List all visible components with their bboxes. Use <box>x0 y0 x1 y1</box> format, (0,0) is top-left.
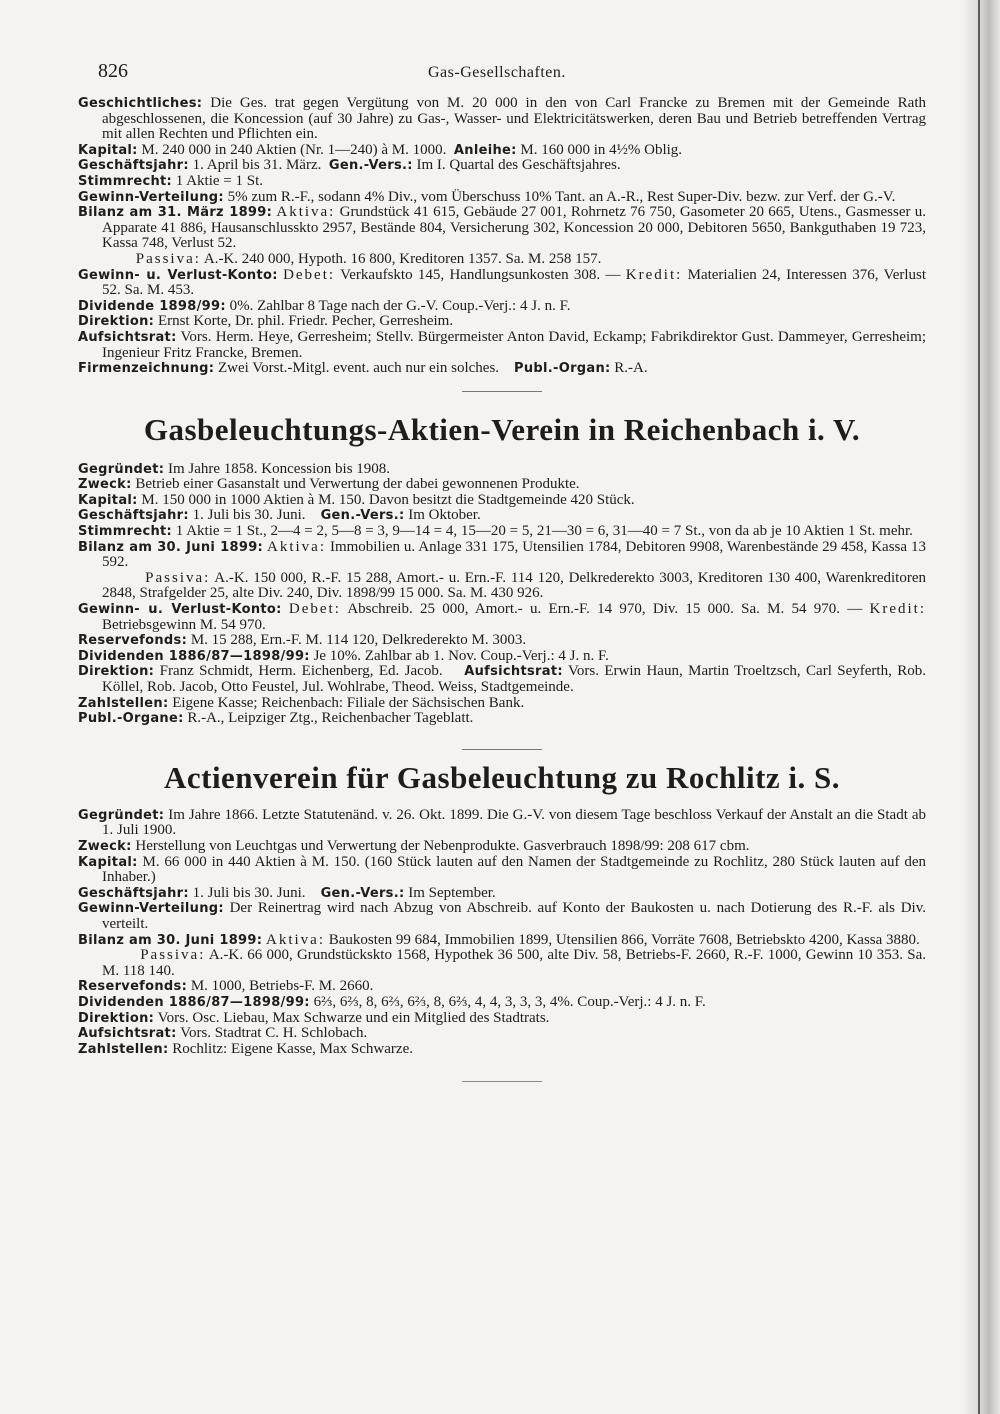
label-bilanz: Bilanz am 31. März 1899: <box>78 205 273 221</box>
section-divider <box>462 749 542 750</box>
label-gewinn-verteilung: Gewinn-Verteilung: <box>78 189 224 205</box>
end-divider <box>462 1081 542 1082</box>
text-passiva: A.-K. 66 000, Grundstückskto 1568, Hypothek 36 500, alte Div. 58, Betriebs-F. 2660, R.-F. 1000, Gewinn 10 353. Sa. M. 118 140. <box>102 947 926 979</box>
label-genvers: Gen.-Vers.: <box>328 158 413 174</box>
label-debet: Debet: <box>283 266 336 283</box>
text-anleihe: M. 160 000 in 4½% Oblig. <box>520 141 683 158</box>
label-bilanz: Bilanz am 30. Juni 1899: <box>78 539 264 555</box>
entry-geschaeftsjahr <box>78 158 926 174</box>
text-debet: Verkaufskto 145, Handlungsunkosten 308. — <box>340 266 621 283</box>
entry-stimmrecht <box>78 174 926 190</box>
text-kapital: M. 150 000 in 1000 Aktien à M. 150. Davon besitzt die Stadtgemeinde 420 Stück. <box>141 491 635 508</box>
label-kapital: Kapital: <box>78 854 138 870</box>
text-passiva: A.-K. 240 000, Hypoth. 16 800, Kreditoren 1357. Sa. M. 258 157. <box>203 250 602 267</box>
company-title-rochlitz: Actienverein für Gasbeleuchtung zu Rochlitz i. S. <box>163 759 841 795</box>
entry-gewinn-verteilung <box>78 901 926 932</box>
label-zweck: Zweck: <box>78 838 132 854</box>
entry-direktion <box>78 664 926 695</box>
label-geschaeftsjahr: Geschäftsjahr: <box>78 885 189 901</box>
label-aufsichtsrat: Aufsichtsrat: <box>464 664 563 680</box>
text-gegruendet: Im Jahre 1858. Koncession bis 1908. <box>168 460 391 477</box>
entry-bilanz <box>78 205 926 267</box>
label-aktiva: Aktiva: <box>276 204 336 221</box>
label-genvers: Gen.-Vers.: <box>320 885 405 901</box>
label-gewinn-verlust-konto: Gewinn- u. Verlust-Konto: <box>78 267 278 283</box>
entry-gewinn-verteilung <box>78 190 926 206</box>
label-zahlstellen: Zahlstellen: <box>78 695 169 711</box>
text-firmenzeichnung: Zwei Vorst.-Mitgl. event. auch nur ein solches. <box>217 360 500 377</box>
label-publ-organ: Publ.-Organ: <box>514 361 611 377</box>
text-zweck: Betrieb einer Gasanstalt und Verwertung der dabei gewonnenen Produkte. <box>135 476 580 493</box>
entry-geschichtliches <box>78 96 926 143</box>
text-genvers: Im Oktober. <box>408 507 481 524</box>
entry-kapital <box>78 855 926 886</box>
text-aufsichtsrat: Vors. Herm. Heye, Gerresheim; Stellv. Bürgermeister Anton David, Eckamp; Fabrikdirektor Gust. Dammeyer, Gerresheim; Ingenieur Fritz Francke, Bremen. <box>102 328 926 361</box>
page-fold-shadow <box>962 0 1000 1414</box>
entry-zahlstellen <box>78 1042 926 1058</box>
label-debet: Debet: <box>288 601 341 618</box>
entry-dividenden <box>78 649 926 665</box>
label-gegruendet: Gegründet: <box>78 807 165 823</box>
section-rochlitz <box>78 760 926 1058</box>
entry-bilanz <box>78 933 926 980</box>
text-direktion: Ernst Korte, Dr. phil. Friedr. Pecher, Gerresheim. <box>157 313 454 330</box>
text-zahlstellen: Eigene Kasse; Reichenbach: Filiale der Sächsischen Bank. <box>172 694 525 711</box>
label-stimmrecht: Stimmrecht: <box>78 173 173 189</box>
label-geschaeftsjahr: Geschäftsjahr: <box>78 158 189 174</box>
text-direktion: Vors. Osc. Liebau, Max Schwarze und ein Mitglied des Stadtrats. <box>157 1009 550 1026</box>
label-direktion: Direktion: <box>78 1010 155 1026</box>
label-dividenden: Dividenden 1886/87—1898/99: <box>78 648 310 664</box>
text-aufsichtsrat: Vors. Erwin Haun, Martin Troeltzsch, Carl Seyferth, Rob. Köllel, Rob. Jacob, Otto Feustel, Jul. Wohlrabe, Theod. Weiss, Stadtgemeinde. <box>102 663 927 695</box>
label-gewinn-verlust-konto: Gewinn- u. Verlust-Konto: <box>78 602 282 618</box>
entry-zahlstellen <box>78 696 926 712</box>
label-reservefonds: Reservefonds: <box>78 979 188 995</box>
label-passiva: Passiva: <box>135 250 201 267</box>
text-kapital: M. 66 000 in 440 Aktien à M. 150. (160 Stück lauten auf den Namen der Stadtgemeinde zu Rochlitz, 280 Stück lauten auf den Inhaber.) <box>102 853 927 886</box>
label-aufsichtsrat: Aufsichtsrat: <box>78 1026 177 1042</box>
company-title-reichenbach: Gasbeleuchtungs-Aktien-Verein in Reichenbach i. V. <box>143 411 861 447</box>
label-kapital: Kapital: <box>78 492 138 508</box>
page-number: 826 <box>98 60 128 82</box>
text-geschaeftsjahr: 1. April bis 31. März. <box>192 157 322 174</box>
label-direktion: Direktion: <box>78 664 155 680</box>
label-passiva: Passiva: <box>145 569 211 586</box>
label-geschaeftsjahr: Geschäftsjahr: <box>78 508 189 524</box>
entry-zweck <box>78 477 926 493</box>
label-dividenden: Dividenden 1886/87—1898/99: <box>78 994 310 1010</box>
text-direktion: Franz Schmidt, Herm. Eichenberg, Ed. Jacob. <box>159 663 443 680</box>
text-aktiva: Baukosten 99 684, Immobilien 1899, Utensilien 866, Vorräte 7608, Betriebskto 4200, Kassa 3880. <box>328 931 920 948</box>
entry-geschaeftsjahr <box>78 886 926 902</box>
label-reservefonds: Reservefonds: <box>78 633 188 649</box>
text-stimmrecht: 1 Aktie = 1 St. <box>175 172 263 189</box>
label-gegruendet: Gegründet: <box>78 461 165 477</box>
text-kredit: Betriebsgewinn M. 54 970. <box>102 616 266 633</box>
label-stimmrecht: Stimmrecht: <box>78 524 173 540</box>
entry-publ-organe <box>78 711 926 727</box>
text-dividenden: 6⅔, 6⅔, 8, 6⅔, 6⅔, 8, 6⅔, 4, 4, 3, 3, 3, 4%. Coup.-Verj.: 4 J. n. F. <box>313 993 706 1010</box>
label-aktiva: Aktiva: <box>267 538 327 555</box>
text-dividende: 0%. Zahlbar 8 Tage nach der G.-V. Coup.-Verj.: 4 J. n. F. <box>229 297 571 314</box>
entry-kapital <box>78 493 926 509</box>
entry-reservefonds <box>78 979 926 995</box>
text-gewinn-verteilung: Der Reinertrag wird nach Abzug von Abschreib. auf Konto der Baukosten u. nach Dotierung des R.-F. als Div. verteilt. <box>102 900 926 932</box>
label-kredit: Kredit: <box>869 601 927 618</box>
page-content <box>78 96 926 1082</box>
entry-kapital <box>78 143 926 159</box>
text-reservefonds: M. 1000, Betriebs-F. M. 2660. <box>190 978 374 995</box>
label-aufsichtsrat: Aufsichtsrat: <box>78 329 177 345</box>
text-zweck: Herstellung von Leuchtgas und Verwertung der Nebenprodukte. Gasverbrauch 1898/99: 208 617 cbm. <box>135 837 750 854</box>
entry-firmenzeichnung <box>78 361 926 377</box>
text-kapital: M. 240 000 in 240 Aktien (Nr. 1—240) à M. 1000. <box>141 141 447 158</box>
label-gewinn-verteilung: Gewinn-Verteilung: <box>78 901 224 917</box>
label-anleihe: Anleihe: <box>453 142 517 158</box>
page-fold-line <box>978 0 980 1414</box>
label-passiva: Passiva: <box>140 947 206 964</box>
label-bilanz: Bilanz am 30. Juni 1899: <box>78 932 263 948</box>
section-reichenbach <box>78 412 926 727</box>
entry-gewinn-verlust-konto <box>78 602 926 633</box>
label-kapital: Kapital: <box>78 142 138 158</box>
label-zahlstellen: Zahlstellen: <box>78 1041 169 1057</box>
label-publ-organe: Publ.-Organe: <box>78 711 184 727</box>
entry-direktion <box>78 314 926 330</box>
entry-aufsichtsrat <box>78 1026 926 1042</box>
running-head: Gas-Gesellschaften. <box>428 64 566 81</box>
entry-reservefonds <box>78 633 926 649</box>
section-gerresheim-continuation <box>78 96 926 377</box>
entry-dividende <box>78 299 926 315</box>
label-direktion: Direktion: <box>78 314 155 330</box>
label-genvers: Gen.-Vers.: <box>320 508 405 524</box>
text-zahlstellen: Rochlitz: Eigene Kasse, Max Schwarze. <box>172 1040 413 1057</box>
entry-direktion <box>78 1011 926 1027</box>
entry-dividenden <box>78 995 926 1011</box>
text-stimmrecht: 1 Aktie = 1 St., 2—4 = 2, 5—8 = 3, 9—14 = 4, 15—20 = 5, 21—30 = 6, 31—40 = 7 St., von da ab je 10 Aktien 1 St. mehr. <box>175 523 913 540</box>
text-geschaeftsjahr: 1. Juli bis 30. Juni. <box>192 884 306 901</box>
text-aktiva: Grundstück 41 615, Gebäude 27 001, Rohrnetz 76 750, Gasometer 20 665, Utens., Gasmesser u. Apparate 41 886, Hausanschlusskto 2957, Bestände 804, Versicherung 302, Koncession 20 000, Debitoren 5650, Bankguthaben 19 723, Kassa 748, Verlust 52. <box>102 204 926 252</box>
page-header <box>98 60 918 86</box>
text-genvers: Im September. <box>408 884 496 901</box>
label-kredit: Kredit: <box>625 266 683 283</box>
text-passiva: A.-K. 150 000, R.-F. 15 288, Amort.- u. Ern.-F. 114 120, Delkrederekto 3003, Kreditoren 130 400, Warenkreditoren 2848, Strafgelder 25, alte Div. 240, Div. 1898/99 15 000. Sa. M. 430 926. <box>102 569 926 602</box>
entry-gegruendet <box>78 462 926 478</box>
text-dividenden: Je 10%. Zahlbar ab 1. Nov. Coup.-Verj.: 4 J. n. F. <box>313 647 609 664</box>
text-geschichtliches: Die Ges. trat gegen Vergütung von M. 20 000 in den von Carl Francke zu Bremen mit der Gemeinde Rath abgeschlossenen, die Koncession (auf 30 Jahre) zu Gas-, Wasser- und Elektricitätswerken, deren Bau und Betrieb betreffenden Vertrag mit allen Rechten und Pflichten ein. <box>102 95 927 143</box>
text-publ-organe: R.-A., Leipziger Ztg., Reichenbacher Tageblatt. <box>187 710 474 727</box>
text-gewinn-verteilung: 5% zum R.-F., sodann 4% Div., vom Überschuss 10% Tant. an A.-R., Rest Super-Div. bezw. zur Verf. der G.-V. <box>227 188 896 205</box>
label-dividende: Dividende 1898/99: <box>78 298 226 314</box>
text-geschaeftsjahr: 1. Juli bis 30. Juni. <box>192 507 306 524</box>
text-reservefonds: M. 15 288, Ern.-F. M. 114 120, Delkrederekto M. 3003. <box>190 632 527 649</box>
text-aufsichtsrat: Vors. Stadtrat C. H. Schlobach. <box>180 1025 368 1042</box>
entry-zweck <box>78 839 926 855</box>
text-aktiva: Immobilien u. Anlage 331 175, Utensilien 1784, Debitoren 9908, Warenbestände 29 458, Kassa 13 592. <box>102 538 926 571</box>
label-firmenzeichnung: Firmenzeichnung: <box>78 361 215 377</box>
section-divider <box>462 391 542 392</box>
entry-stimmrecht <box>78 524 926 540</box>
label-aktiva: Aktiva: <box>266 931 325 948</box>
entry-gegruendet <box>78 808 926 839</box>
label-zweck: Zweck: <box>78 477 132 493</box>
text-kredit: Materialien 24, Interessen 376, Verlust 52. Sa. M. 453. <box>102 266 927 299</box>
text-gegruendet: Im Jahre 1866. Letzte Statutenänd. v. 26. Okt. 1899. Die G.-V. von diesem Tage beschloss Verkauf der Anstalt an die Stadt ab 1. Juli 1900. <box>102 806 926 839</box>
entry-bilanz <box>78 540 926 602</box>
entry-geschaeftsjahr <box>78 508 926 524</box>
entry-aufsichtsrat <box>78 330 926 361</box>
text-debet: Abschreib. 25 000, Amort.- u. Ern.-F. 14 970, Div. 15 000. Sa. M. 54 970. — <box>347 601 863 618</box>
text-genvers: Im I. Quartal des Geschäftsjahres. <box>416 157 621 174</box>
text-publ-organ: R.-A. <box>614 360 648 377</box>
entry-gewinn-verlust-konto <box>78 268 926 299</box>
label-geschichtliches: Geschichtliches: <box>78 96 203 111</box>
